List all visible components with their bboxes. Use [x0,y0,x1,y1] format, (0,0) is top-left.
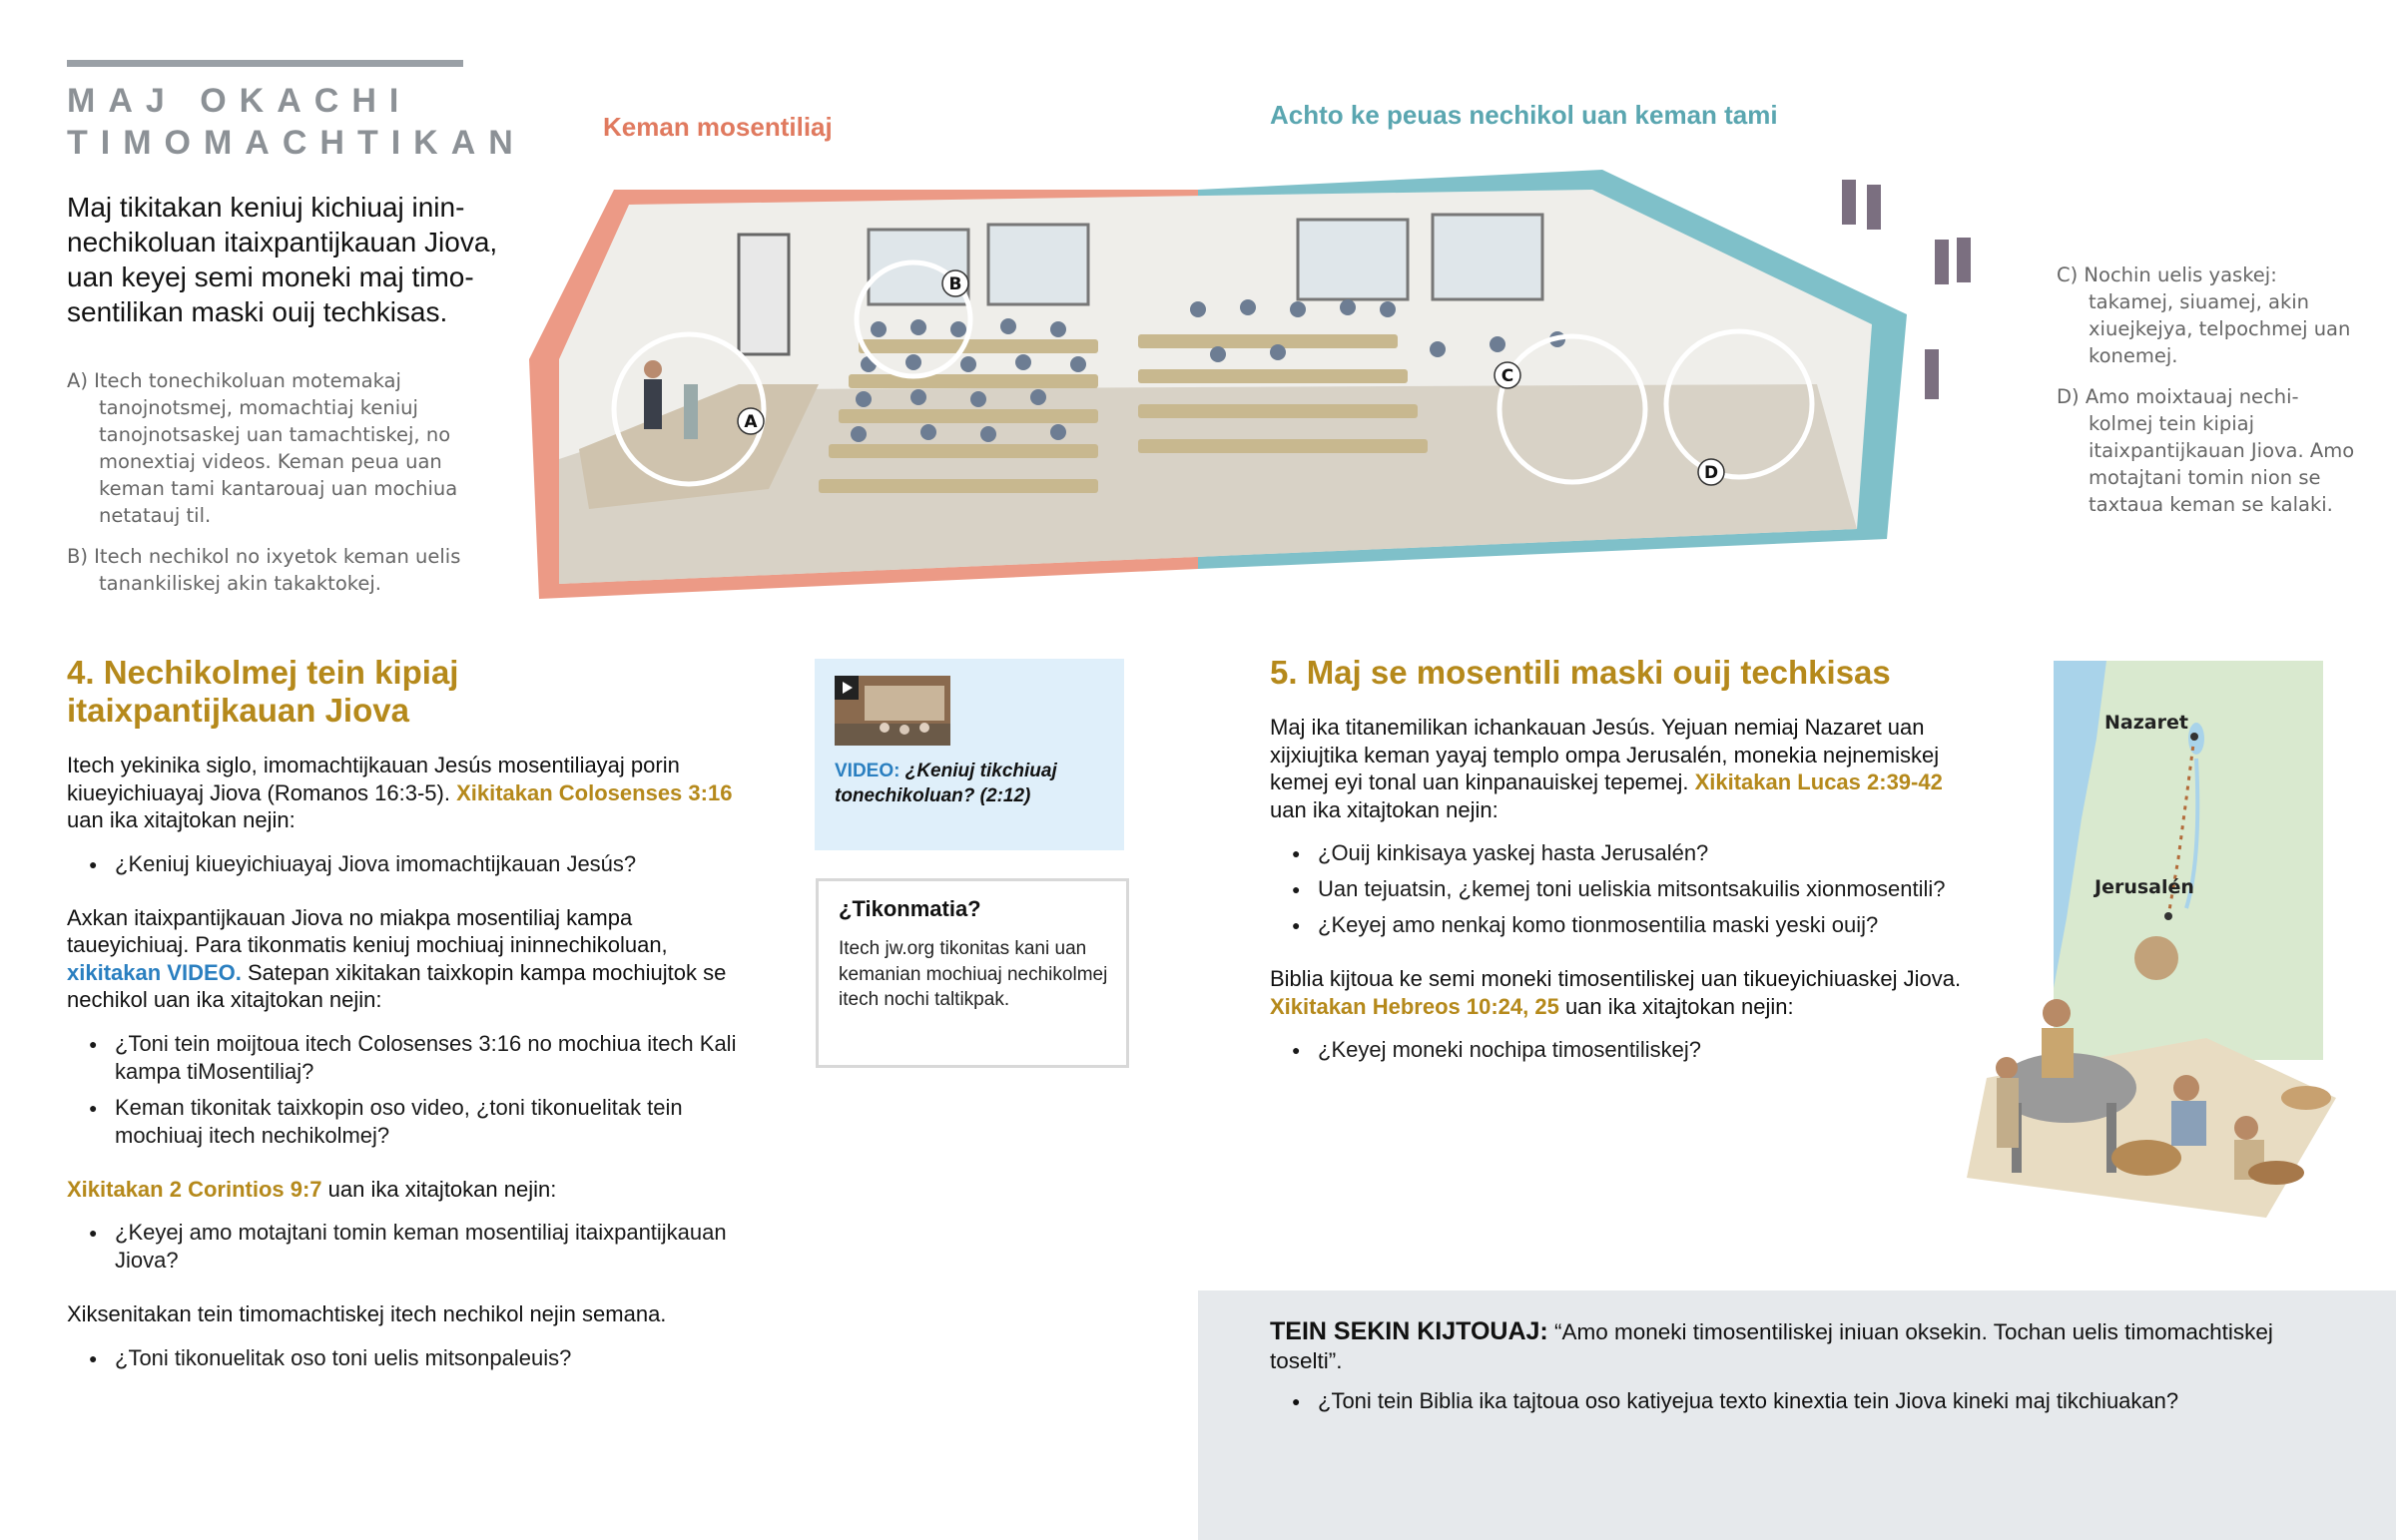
window [1433,215,1542,299]
header-rule [67,60,463,67]
scripture-link[interactable]: Xikitakan 2 Corintios 9:7 [67,1176,322,1202]
question: ● Uan tejuatsin, ¿kemej toni ueliskia mitsontsakuilis xionmosentili? [1318,875,1989,903]
section-5 [1270,654,1989,1072]
did-you-know-title: ¿Tikonmatia? [839,896,981,921]
traveler-figure [2043,999,2071,1027]
window [988,225,1088,304]
section-4-paragraph-1: Itech yekinika siglo, imomachtijkauan Jesús mosentiliayaj porin kiueyichiuayaj Jiova (Romanos 16:3-5). Xikitakan Colosenses 3:16 uan ika xitajtokan nejin: [67,753,733,832]
section-4-heading: 4. Nechikolmej tein kipiaj itaixpantijkauan Jiova [67,654,459,729]
question: ● ¿Toni tikonuelitak oso toni uelis mitsonpaleuis? [115,1344,756,1372]
scripture-link[interactable]: Xikitakan Hebreos 10:24, 25 [1270,993,1559,1019]
note-d: D) Amo moixtauaj nechi-kolmej tein kipiaj itaixpantijkauan Jiova. Amo motajtani tomin nion se taxtaua keman se kalaki. [2057,385,2355,516]
kicker-line-2: TIMOMACHTIKAN [67,124,526,162]
note-c: C) Nochin uelis yaskej: takamej, siuamej, akin xiuejkejya, telpochmej uan konemej. [2057,263,2351,367]
scripture-link[interactable]: Xikitakan Colosenses 3:16 [456,779,733,805]
question-list [1270,839,1989,939]
review-statement: TEIN SEKIN KIJTOUAJ: “Amo moneki timosentiliskej iniuan oksekin. Tochan uelis timomachtiskej toselti”. [1270,1317,2273,1373]
question: ● ¿Keniuj kiueyichiuayaj Jiova imomachtijkauan Jesús? [115,850,756,878]
question: ● ¿Keyej amo motajtani tomin keman mosentiliaj itaixpantijkauan Jiova? [115,1219,756,1275]
note-b: B) Itech nechikol no ixyetok keman uelis tanankiliskej akin takaktokej. [67,545,461,595]
review-panel-text [1270,1317,2348,1423]
video-link[interactable]: xikitakan VIDEO. [67,959,242,985]
jerusalen-dot [2164,912,2172,920]
section-4 [67,654,756,1380]
map-illustration [1947,659,2336,1228]
question: ● ¿Keyej moneki nochipa timosentiliskej? [1318,1036,1989,1064]
question: ● Keman tikonitak taixkopin oso video, ¿toni tikonuelitak tein mochiuaj itech nechikolmej? [115,1094,756,1150]
seated-figure [2173,1075,2199,1101]
note-a: A) Itech tonechikoluan motemakaj tanojnotsmej, momachtiaj keniuj tanojnotsaskej uan tamachtiskej, no monextiaj videos. Keman peua uan keman tami kantarouaj uan mochiua netatauj til. [67,369,458,527]
section-4-paragraph-3: Xikitakan 2 Corintios 9:7 uan ika xitajtokan nejin: [67,1176,557,1202]
question-list [1270,1387,2348,1415]
video-thumbnail[interactable] [835,676,950,746]
notes-right [2057,261,2356,532]
section-5-paragraph-2: Biblia kijtoua ke semi moneki timosentiliskej uan tikueyichiuaskej Jiova. Xikitakan Hebreos 10:24, 25 uan ika xitajtokan nejin: [1270,966,1962,1019]
small-child-figure [1996,1057,2018,1079]
bedroll [2281,1086,2331,1110]
question: ● ¿Keyej amo nenkaj komo tionmosentilia maski yeski ouij? [1318,911,1989,939]
section-5-paragraph-1: Maj ika titanemilikan ichankauan Jesús. Yejuan nemiaj Nazaret uan xijxiujtika keman yayaj templo ompa Jerusalén, monekia nejnemiskej kemej eyi tonal uan kinpanauiskej tepemej. Xikitakan Lucas 2:39-42 uan ika xitajtokan nejin: [1270,715,1943,822]
question: ● ¿Ouij kinkisaya yaskej hasta Jerusalén? [1318,839,1989,867]
map-label-nazaret: Nazaret [2104,712,2188,734]
question-list [67,1344,756,1372]
video-caption[interactable]: VIDEO: ¿Keniuj tikchiuaj tonechikoluan? (2:12) [835,761,1057,806]
door [739,235,789,354]
speaker-figure [644,379,662,429]
meeting-hall-illustration [519,160,1977,599]
question-list [67,1030,756,1150]
marker-b: B [948,274,962,294]
did-you-know-text: Itech jw.org tikonitas kani uan kemanian mochiuaj nechikolmej itech nochi taltikpak. [839,938,1108,1010]
child-figure [2234,1116,2258,1140]
lectern [684,384,698,439]
scripture-link[interactable]: Xikitakan Lucas 2:39-42 [1694,770,1943,794]
sack [2134,936,2178,980]
window [1298,220,1408,299]
question-list [1270,1036,1989,1064]
section-kicker [67,80,566,164]
scene-label-left: Keman mosentiliaj [603,112,833,142]
bag [2248,1161,2304,1185]
question: ● ¿Toni tein moijtoua itech Colosenses 3:16 no mochiua itech Kali kampa tiMosentiliaj? [115,1030,756,1086]
intro-paragraph: Maj tikitakan keniuj kichiuaj inin-nechikoluan itaixpantijkauan Jiova, uan keyej semi moneki maj timo-sentilikan maski ouij techkisas. [67,192,498,327]
map-label-jerusalen: Jerusalén [2095,876,2194,898]
review-heading: TEIN SEKIN KIJTOUAJ: [1270,1317,1548,1345]
scene-label-right: Achto ke peuas nechikol uan keman tami [1270,100,1778,130]
question: ● ¿Toni tein Biblia ika tajtoua oso katiyejua texto kinextia tein Jiova kineki maj tikchiuakan? [1318,1387,2348,1415]
question-list [67,850,756,878]
marker-c: C [1500,366,1514,386]
section-5-heading: 5. Maj se mosentili maski ouij techkisas [1270,654,1891,691]
question-list [67,1219,756,1275]
marker-a: A [744,412,758,432]
kicker-line-1: MAJ OKACHI [67,82,412,120]
section-4-paragraph-2: Axkan itaixpantijkauan Jiova no miakpa mosentiliaj kampa taueyichiuaj. Para tikonmatis keniuj mochiuaj ininnechikoluan, xikitakan VIDEO. Satepan xikitakan taixkopin kampa mochiujtok se nechikol uan ika xitajtokan nejin: [67,904,727,1012]
basket [2111,1140,2181,1176]
marker-d: D [1703,463,1719,483]
notes-left [67,367,466,611]
section-4-paragraph-4: Xiksenitakan tein timomachtiskej itech nechikol nejin semana. [67,1301,667,1326]
nazaret-dot [2190,733,2198,741]
